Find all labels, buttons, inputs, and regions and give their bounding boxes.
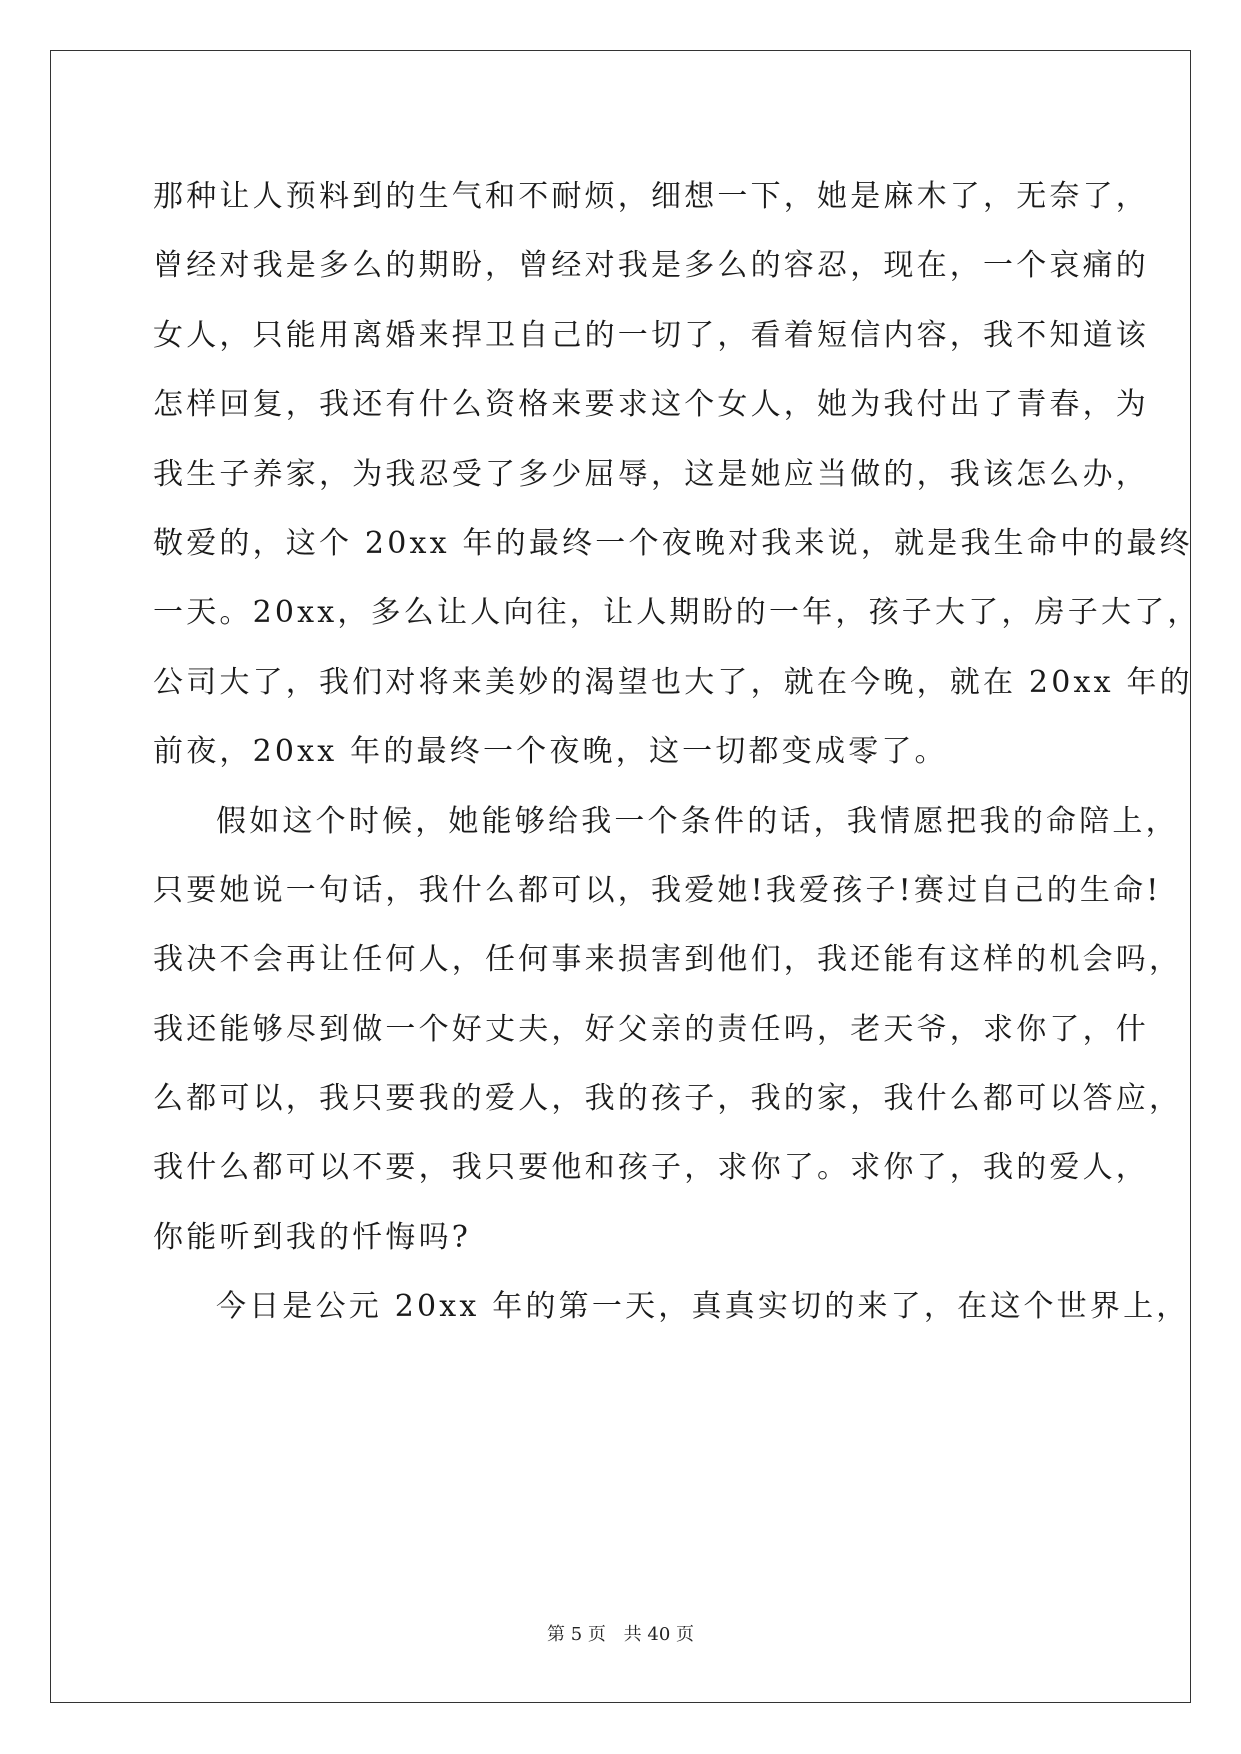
text-line-11: 只要她说一句话，我什么都可以，我爱她!我爱孩子!赛过自己的生命! bbox=[153, 872, 1162, 908]
text-line-5: 我生子养家，为我忍受了多少屈辱，这是她应当做的，我该怎么办， bbox=[153, 456, 1149, 492]
text-line-9: 前夜，20xx 年的最终一个夜晚，这一切都变成零了。 bbox=[153, 734, 948, 770]
text-line-2: 曾经对我是多么的期盼，曾经对我是多么的容忍，现在，一个哀痛的 bbox=[153, 248, 1149, 284]
text-line-4: 怎样回复，我还有什么资格来要求这个女人，她为我付出了青春，为 bbox=[153, 387, 1149, 423]
page-footer bbox=[0, 1620, 1241, 1646]
text-line-6: 敬爱的，这个 20xx 年的最终一个夜晚对我来说，就是我生命中的最终 bbox=[153, 525, 1193, 561]
document-body bbox=[153, 162, 1201, 1342]
text-line-1: 那种让人预料到的生气和不耐烦，细想一下，她是麻木了，无奈了， bbox=[153, 179, 1149, 214]
text-line-16: 你能听到我的忏悔吗? bbox=[153, 1219, 472, 1255]
text-line-10: 假如这个时候，她能够给我一个条件的话，我情愿把我的命陪上， bbox=[216, 803, 1179, 839]
text-line-15: 我什么都可以不要，我只要他和孩子，求你了。求你了，我的爱人， bbox=[153, 1150, 1149, 1186]
text-line-13: 我还能够尽到做一个好丈夫，好父亲的责任吗，老天爷，求你了，什 bbox=[153, 1011, 1149, 1047]
text-line-8: 公司大了，我们对将来美妙的渴望也大了，就在今晚，就在 20xx 年的 bbox=[153, 664, 1193, 700]
text-line-7: 一天。20xx，多么让人向往，让人期盼的一年，孩子大了，房子大了， bbox=[153, 595, 1201, 631]
text-line-17: 今日是公元 20xx 年的第一天，真真实切的来了，在这个世界上， bbox=[216, 1289, 1190, 1325]
page-number: 第 5 页 bbox=[547, 1624, 606, 1645]
text-line-14: 么都可以，我只要我的爱人，我的孩子，我的家，我什么都可以答应， bbox=[153, 1081, 1183, 1117]
text-line-3: 女人，只能用离婚来捍卫自己的一切了，看着短信内容，我不知道该 bbox=[153, 317, 1149, 353]
page-total: 共 40 页 bbox=[623, 1624, 694, 1645]
text-line-12: 我决不会再让任何人，任何事来损害到他们，我还能有这样的机会吗， bbox=[153, 942, 1183, 978]
